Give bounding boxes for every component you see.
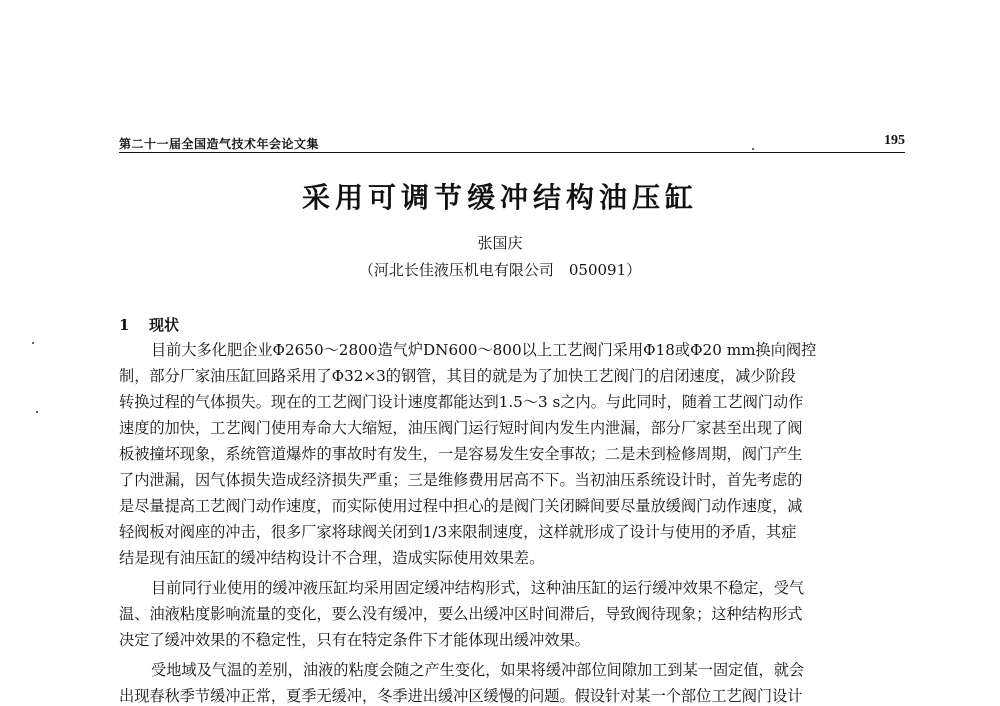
body-line: 速度的加快，工艺阀门使用寿命大大缩短，油压阀门运行短时间内发生内泄漏，部分厂家甚至出现了阀 bbox=[119, 419, 803, 437]
body-line: 转换过程的气体损失。现在的工艺阀门设计速度都能达到1.5～3 s之内。与此同时，随着工艺阀门动作 bbox=[119, 393, 804, 411]
header-rule bbox=[119, 152, 905, 153]
body-line: 温、油液粘度影响流量的变化，要么没有缓冲，要么出缓冲区时间滞后，导致阀待现象；这种结构形式 bbox=[119, 605, 803, 623]
paper-title: 采用可调节缓冲结构油压缸 bbox=[301, 181, 698, 214]
body-line: 受地域及气温的差别，油液的粘度会随之产生变化，如果将缓冲部位间隙加工到某一固定值，就会 bbox=[151, 661, 805, 679]
affiliation: （河北长佳液压机电有限公司 050091） bbox=[358, 261, 642, 279]
running-header bbox=[119, 133, 905, 153]
section-heading bbox=[119, 314, 179, 335]
body-line: 出现春秋季节缓冲正常，夏季无缓冲，冬季进出缓冲区缓慢的问题。假设针对某一个部位工艺阀门设计 bbox=[119, 687, 803, 705]
author: 张国庆 bbox=[477, 234, 523, 252]
body-line: 了内泄漏，因气体损失造成经济损失严重；三是维修费用居高不下。当初油压系统设计时，首先考虑的 bbox=[119, 471, 803, 489]
scan-speck bbox=[752, 148, 754, 150]
body-line: 目前同行业使用的缓冲液压缸均采用固定缓冲结构形式，这种油压缸的运行缓冲效果不稳定，受气 bbox=[151, 579, 805, 597]
body-line: 是尽量提高工艺阀门动作速度，而实际使用过程中担心的是阀门关闭瞬间要尽量放缓阀门动作速度，减 bbox=[119, 497, 803, 515]
body-line: 目前大多化肥企业Φ2650～2800造气炉DN600～800以上工艺阀门采用Φ18或Φ20 mm换向阀控 bbox=[151, 341, 817, 359]
scan-speck bbox=[36, 411, 38, 413]
section-number: 1 bbox=[119, 316, 130, 334]
body-line: 制，部分厂家油压缸回路采用了Φ32×3的钢管，其目的就是为了加快工艺阀门的启闭速度，减少阶段 bbox=[119, 367, 796, 385]
body-line: 轻阀板对阀座的冲击，很多厂家将球阀关闭到1/3来限制速度，这样就形成了设计与使用的矛盾，其症 bbox=[119, 523, 797, 541]
scan-speck bbox=[32, 342, 34, 344]
body-line: 板被撞坏现象，系统管道爆炸的事故时有发生，一是容易发生安全事故；二是未到检修周期，阀门产生 bbox=[119, 445, 803, 463]
body-line: 决定了缓冲效果的不稳定性，只有在特定条件下才能体现出缓冲效果。 bbox=[119, 631, 590, 649]
section-title: 现状 bbox=[149, 316, 180, 334]
page-number: 195 bbox=[884, 133, 905, 148]
body-line: 结是现有油压缸的缓冲结构设计不合理，造成实际使用效果差。 bbox=[119, 549, 545, 567]
journal-title: 第二十一届全国造气技术年会论文集 bbox=[119, 137, 320, 151]
